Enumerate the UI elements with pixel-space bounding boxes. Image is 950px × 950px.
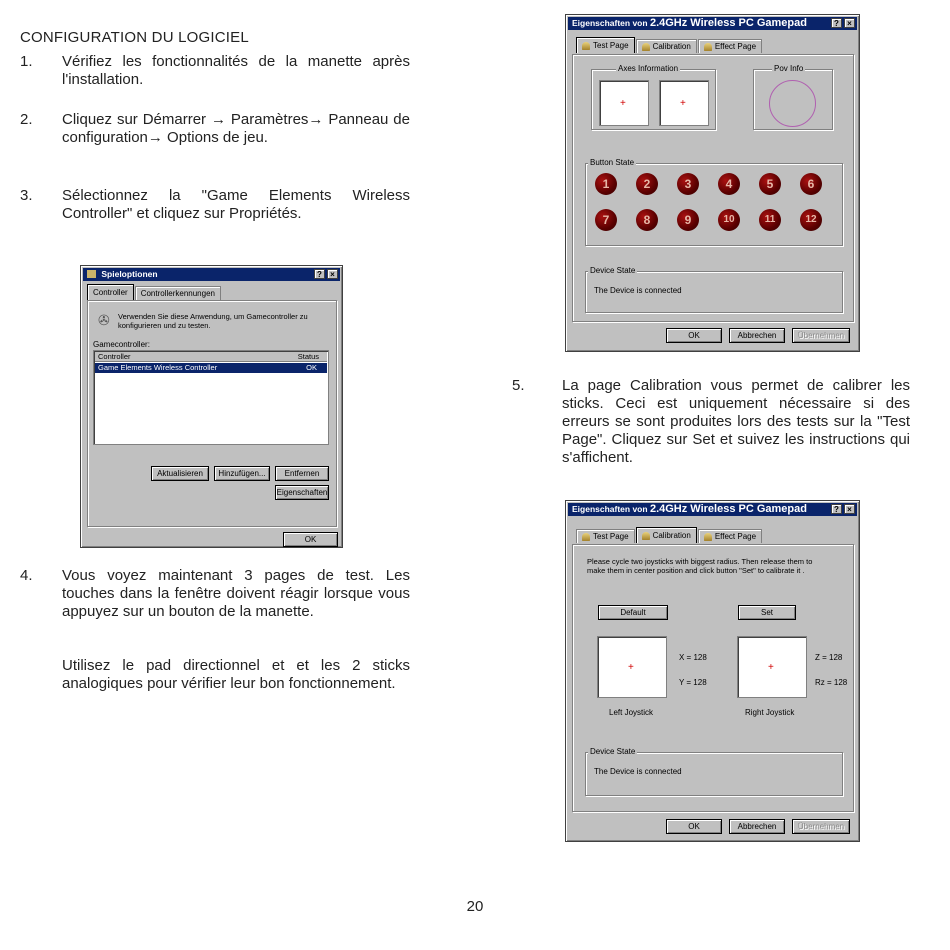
button-indicator-3: 3 bbox=[677, 173, 699, 195]
tab-panel bbox=[87, 300, 337, 527]
button-indicator-9: 9 bbox=[677, 209, 699, 231]
button-indicator-8: 8 bbox=[636, 209, 658, 231]
button-indicator-7: 7 bbox=[595, 209, 617, 231]
tab-calibration[interactable] bbox=[636, 39, 697, 53]
gamepad-icon bbox=[582, 533, 590, 541]
cancel-button[interactable]: Abbrechen bbox=[729, 819, 785, 834]
list-caption: Gamecontroller: bbox=[93, 340, 150, 349]
dialog-titlebar bbox=[568, 503, 857, 516]
list-item[interactable] bbox=[95, 363, 327, 373]
device-state-group bbox=[585, 747, 843, 796]
set-button[interactable]: Set bbox=[738, 605, 796, 620]
calibration-instructions: Please cycle two joysticks with biggest radius. Then release them to make them in center position and click button "Set" to calibrate it . bbox=[587, 557, 813, 575]
tab-label: Calibration bbox=[652, 42, 691, 51]
list-item-name: Game Elements Wireless Controller bbox=[98, 363, 218, 372]
crosshair-icon: + bbox=[768, 662, 774, 673]
crosshair-icon: + bbox=[628, 662, 634, 673]
group-label: Device State bbox=[590, 266, 636, 275]
tab-test-page[interactable] bbox=[576, 37, 635, 53]
dialog-description: Verwenden Sie diese Anwendung, um Gamecontroller zu konfigurieren und zu testen. bbox=[118, 312, 308, 330]
step-2 bbox=[20, 111, 410, 171]
left-joystick-display bbox=[597, 636, 667, 698]
close-button[interactable]: × bbox=[844, 18, 855, 28]
button-indicator-12: 12 bbox=[800, 209, 822, 231]
test-page-dialog bbox=[565, 14, 860, 352]
section-heading: CONFIGURATION DU LOGICIEL bbox=[20, 29, 249, 46]
step-5 bbox=[512, 377, 910, 497]
button-indicator-11: 11 bbox=[759, 209, 781, 231]
controller-icon bbox=[87, 270, 96, 278]
cancel-button[interactable]: Abbrechen bbox=[729, 328, 785, 343]
dialog-title-device: 2.4GHz Wireless PC Gamepad bbox=[649, 17, 807, 29]
right-joystick-display bbox=[737, 636, 807, 698]
ok-button[interactable]: OK bbox=[283, 532, 338, 547]
x-readout: X = 128 bbox=[679, 653, 707, 662]
ok-button[interactable]: OK bbox=[666, 819, 722, 834]
right-joystick-label: Right Joystick bbox=[745, 708, 795, 717]
properties-button[interactable]: Eigenschaften bbox=[275, 485, 329, 500]
gamepad-icon bbox=[642, 43, 650, 51]
axis-display-right bbox=[659, 80, 709, 126]
close-button[interactable]: × bbox=[844, 504, 855, 514]
refresh-button[interactable]: Aktualisieren bbox=[151, 466, 209, 481]
tab-calibration[interactable] bbox=[636, 527, 697, 543]
device-state-text: The Device is connected bbox=[594, 767, 682, 776]
gamepad-icon bbox=[704, 533, 712, 541]
list-item-status: OK bbox=[306, 363, 317, 372]
calibration-dialog bbox=[565, 500, 860, 842]
step-1 bbox=[20, 53, 410, 93]
axes-information-group bbox=[591, 64, 716, 130]
group-label: Pov Info bbox=[774, 64, 804, 73]
crosshair-icon: + bbox=[620, 98, 626, 109]
tab-panel bbox=[572, 544, 854, 812]
y-readout: Y = 128 bbox=[679, 678, 707, 687]
dialog-title-device: 2.4GHz Wireless PC Gamepad bbox=[649, 503, 807, 515]
button-indicator-10: 10 bbox=[718, 209, 740, 231]
apply-button[interactable]: Übernehmen bbox=[792, 819, 850, 834]
left-joystick-label: Left Joystick bbox=[609, 708, 654, 717]
step-number: 4. bbox=[20, 567, 33, 584]
button-state-group bbox=[585, 158, 843, 246]
pov-circle-icon bbox=[769, 80, 816, 127]
step-4 bbox=[20, 567, 410, 727]
group-label: Device State bbox=[590, 747, 636, 756]
rz-readout: Rz = 128 bbox=[815, 678, 848, 687]
help-button[interactable]: ? bbox=[831, 18, 842, 28]
step-number: 5. bbox=[512, 377, 525, 394]
tab-label: Test Page bbox=[593, 532, 629, 541]
group-label: Axes Information bbox=[618, 64, 679, 73]
apply-button[interactable]: Übernehmen bbox=[792, 328, 850, 343]
dialog-titlebar bbox=[83, 268, 340, 281]
tab-label: Effect Page bbox=[714, 42, 757, 51]
dialog-titlebar bbox=[568, 17, 857, 30]
step-3 bbox=[20, 187, 410, 247]
device-state-group bbox=[585, 266, 843, 313]
help-button[interactable]: ? bbox=[314, 269, 325, 279]
tab-controller-ids[interactable]: Controllerkennungen bbox=[135, 286, 221, 300]
axis-display-left bbox=[599, 80, 649, 126]
col-header-status[interactable]: Status bbox=[297, 352, 319, 361]
controller-list[interactable] bbox=[93, 350, 329, 445]
z-readout: Z = 128 bbox=[815, 653, 843, 662]
tab-effect-page[interactable] bbox=[698, 529, 762, 543]
step-number: 2. bbox=[20, 111, 33, 128]
pov-info-group bbox=[753, 64, 833, 130]
tab-test-page[interactable] bbox=[576, 529, 635, 543]
step-text: Vous voyez maintenant 3 pages de test. Les touches dans la fenêtre doivent réagir lorsque vous appuyez sur un bouton de la manette. bbox=[62, 567, 410, 620]
device-state-text: The Device is connected bbox=[594, 286, 682, 295]
close-button[interactable]: × bbox=[327, 269, 338, 279]
add-button[interactable]: Hinzufügen... bbox=[214, 466, 270, 481]
list-header bbox=[95, 352, 327, 362]
step-text: Vérifiez les fonctionnalités de la manette après l'installation. bbox=[62, 53, 410, 88]
remove-button[interactable]: Entfernen bbox=[275, 466, 329, 481]
tab-label: Effect Page bbox=[714, 532, 757, 541]
button-indicator-2: 2 bbox=[636, 173, 658, 195]
gamepad-icon bbox=[704, 43, 712, 51]
default-button[interactable]: Default bbox=[598, 605, 668, 620]
group-label: Button State bbox=[590, 158, 635, 167]
ok-button[interactable]: OK bbox=[666, 328, 722, 343]
help-button[interactable]: ? bbox=[831, 504, 842, 514]
tab-label: Test Page bbox=[593, 41, 629, 50]
tab-label: Calibration bbox=[652, 531, 691, 540]
step-number: 3. bbox=[20, 187, 33, 204]
button-indicator-1: 1 bbox=[595, 173, 617, 195]
tab-effect-page[interactable] bbox=[698, 39, 762, 53]
button-indicator-5: 5 bbox=[759, 173, 781, 195]
gamepad-icon bbox=[582, 42, 590, 50]
step-text-continued: Utilisez le pad directionnel et et les 2 sticks analogiques pour vérifier leur bon fonctionnement. bbox=[62, 657, 410, 692]
step-text: Cliquez sur Démarrer → Paramètres→ Panneau de configuration→ Options de jeu. bbox=[62, 111, 410, 146]
tab-controller[interactable]: Controller bbox=[87, 284, 134, 300]
step-number: 1. bbox=[20, 53, 33, 70]
crosshair-icon: + bbox=[680, 98, 686, 109]
game-options-dialog bbox=[80, 265, 343, 548]
dialog-title-prefix: Eigenschaften von bbox=[572, 504, 648, 514]
tab-panel bbox=[572, 54, 854, 322]
button-indicator-4: 4 bbox=[718, 173, 740, 195]
dialog-title: Spieloptionen bbox=[101, 269, 158, 279]
gamepad-icon bbox=[642, 532, 650, 540]
col-header-controller[interactable]: Controller bbox=[98, 352, 131, 361]
step-text: Sélectionnez la "Game Elements Wireless Controller" et cliquez sur Propriétés. bbox=[62, 187, 410, 222]
step-text: La page Calibration vous permet de calibrer les sticks. Ceci est uniquement nécessaire si des erreurs se sont produites lors des tests sur la "Test Page". Cliquez sur Set et suivez les instructions qui s'affichent. bbox=[562, 377, 910, 466]
joystick-icon: ✇ bbox=[98, 312, 110, 328]
button-indicator-6: 6 bbox=[800, 173, 822, 195]
page-number: 20 bbox=[466, 898, 484, 915]
dialog-title-prefix: Eigenschaften von bbox=[572, 18, 648, 28]
